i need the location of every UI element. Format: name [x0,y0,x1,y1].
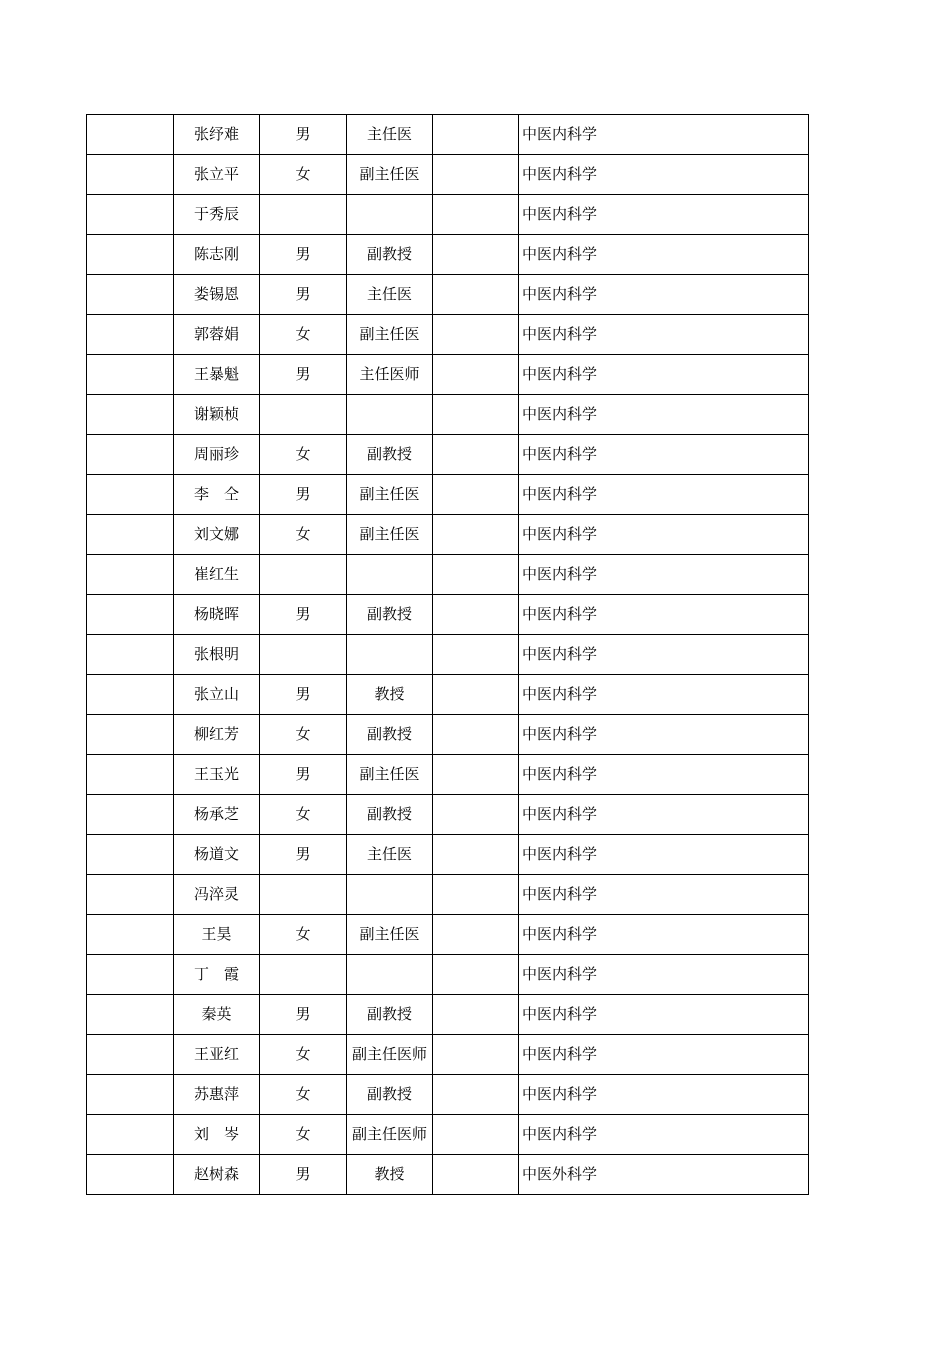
gender-cell: 女 [260,1075,347,1115]
major-cell: 中医内科学 [519,675,809,715]
title-cell [347,955,433,995]
major-cell: 中医内科学 [519,835,809,875]
major-cell: 中医内科学 [519,475,809,515]
gender-cell: 男 [260,835,347,875]
name-cell: 王昊 [174,915,260,955]
title-cell: 副主任医师 [347,1035,433,1075]
gender-cell: 男 [260,595,347,635]
name-cell: 陈志刚 [174,235,260,275]
name-cell: 丁 霞 [174,955,260,995]
title-cell: 副教授 [347,995,433,1035]
major-cell: 中医内科学 [519,875,809,915]
name-cell: 张立平 [174,155,260,195]
index-cell [87,795,174,835]
title-cell: 副教授 [347,1075,433,1115]
major-cell: 中医内科学 [519,1075,809,1115]
gender-cell: 女 [260,515,347,555]
major-cell: 中医内科学 [519,315,809,355]
index-cell [87,515,174,555]
blank-cell [433,875,519,915]
gender-cell: 男 [260,675,347,715]
major-cell: 中医内科学 [519,915,809,955]
blank-cell [433,755,519,795]
blank-cell [433,635,519,675]
major-cell: 中医内科学 [519,755,809,795]
gender-cell: 男 [260,235,347,275]
index-cell [87,115,174,155]
title-cell: 教授 [347,1155,433,1195]
index-cell [87,555,174,595]
table-row [87,155,809,195]
major-cell: 中医内科学 [519,435,809,475]
staff-table-body [87,115,809,1195]
table-row [87,435,809,475]
major-cell: 中医内科学 [519,355,809,395]
blank-cell [433,315,519,355]
table-row [87,515,809,555]
blank-cell [433,995,519,1035]
table-row [87,875,809,915]
blank-cell [433,1075,519,1115]
gender-cell [260,395,347,435]
blank-cell [433,515,519,555]
gender-cell: 男 [260,755,347,795]
gender-cell: 男 [260,115,347,155]
name-cell: 刘文娜 [174,515,260,555]
table-row [87,635,809,675]
gender-cell [260,195,347,235]
major-cell: 中医内科学 [519,395,809,435]
gender-cell: 女 [260,1115,347,1155]
name-cell: 刘 岑 [174,1115,260,1155]
table-row [87,315,809,355]
name-cell: 王玉光 [174,755,260,795]
gender-cell: 女 [260,715,347,755]
table-row [87,675,809,715]
title-cell: 副教授 [347,235,433,275]
index-cell [87,955,174,995]
gender-cell: 女 [260,915,347,955]
table-row [87,235,809,275]
gender-cell: 男 [260,275,347,315]
title-cell: 主任医师 [347,355,433,395]
index-cell [87,435,174,475]
name-cell: 张立山 [174,675,260,715]
table-row [87,1155,809,1195]
blank-cell [433,355,519,395]
blank-cell [433,675,519,715]
index-cell [87,235,174,275]
index-cell [87,475,174,515]
title-cell [347,395,433,435]
major-cell: 中医内科学 [519,275,809,315]
gender-cell [260,875,347,915]
index-cell [87,995,174,1035]
gender-cell: 女 [260,435,347,475]
name-cell: 赵树森 [174,1155,260,1195]
name-cell: 张纾难 [174,115,260,155]
table-row [87,395,809,435]
index-cell [87,915,174,955]
table-row [87,475,809,515]
table-row [87,715,809,755]
blank-cell [433,1035,519,1075]
blank-cell [433,275,519,315]
table-row [87,355,809,395]
staff-table [86,114,809,1195]
major-cell: 中医内科学 [519,795,809,835]
index-cell [87,835,174,875]
table-row [87,595,809,635]
index-cell [87,1075,174,1115]
name-cell: 崔红生 [174,555,260,595]
blank-cell [433,155,519,195]
name-cell: 李 仝 [174,475,260,515]
title-cell: 副教授 [347,595,433,635]
index-cell [87,1115,174,1155]
blank-cell [433,555,519,595]
table-row [87,1115,809,1155]
index-cell [87,595,174,635]
name-cell: 杨晓晖 [174,595,260,635]
major-cell: 中医外科学 [519,1155,809,1195]
blank-cell [433,715,519,755]
index-cell [87,875,174,915]
blank-cell [433,395,519,435]
blank-cell [433,1155,519,1195]
title-cell: 副教授 [347,435,433,475]
title-cell [347,635,433,675]
blank-cell [433,915,519,955]
blank-cell [433,435,519,475]
blank-cell [433,475,519,515]
name-cell: 苏惠萍 [174,1075,260,1115]
gender-cell [260,555,347,595]
blank-cell [433,195,519,235]
title-cell [347,555,433,595]
table-row [87,1035,809,1075]
major-cell: 中医内科学 [519,635,809,675]
major-cell: 中医内科学 [519,155,809,195]
table-row [87,915,809,955]
gender-cell [260,635,347,675]
name-cell: 郭蓉娟 [174,315,260,355]
major-cell: 中医内科学 [519,1035,809,1075]
gender-cell: 男 [260,1155,347,1195]
index-cell [87,195,174,235]
index-cell [87,675,174,715]
blank-cell [433,835,519,875]
major-cell: 中医内科学 [519,955,809,995]
major-cell: 中医内科学 [519,715,809,755]
name-cell: 柳红芳 [174,715,260,755]
gender-cell: 女 [260,795,347,835]
title-cell: 主任医 [347,275,433,315]
table-row [87,835,809,875]
name-cell: 娄锡恩 [174,275,260,315]
major-cell: 中医内科学 [519,235,809,275]
table-row [87,995,809,1035]
title-cell: 副教授 [347,795,433,835]
blank-cell [433,955,519,995]
blank-cell [433,235,519,275]
table-row [87,195,809,235]
index-cell [87,635,174,675]
major-cell: 中医内科学 [519,515,809,555]
title-cell: 主任医 [347,835,433,875]
gender-cell: 男 [260,475,347,515]
index-cell [87,1155,174,1195]
title-cell: 副主任医师 [347,1115,433,1155]
title-cell: 副教授 [347,715,433,755]
table-row [87,555,809,595]
index-cell [87,275,174,315]
name-cell: 周丽珍 [174,435,260,475]
gender-cell: 女 [260,1035,347,1075]
index-cell [87,355,174,395]
title-cell: 副主任医 [347,915,433,955]
title-cell: 副主任医 [347,155,433,195]
title-cell: 副主任医 [347,315,433,355]
title-cell [347,875,433,915]
table-row [87,755,809,795]
name-cell: 于秀辰 [174,195,260,235]
major-cell: 中医内科学 [519,555,809,595]
title-cell: 教授 [347,675,433,715]
index-cell [87,395,174,435]
major-cell: 中医内科学 [519,995,809,1035]
index-cell [87,155,174,195]
table-row [87,275,809,315]
name-cell: 秦英 [174,995,260,1035]
title-cell: 副主任医 [347,515,433,555]
major-cell: 中医内科学 [519,1115,809,1155]
index-cell [87,755,174,795]
title-cell: 主任医 [347,115,433,155]
index-cell [87,315,174,355]
name-cell: 张根明 [174,635,260,675]
table-row [87,1075,809,1115]
blank-cell [433,795,519,835]
table-row [87,955,809,995]
name-cell: 杨道文 [174,835,260,875]
name-cell: 谢颖桢 [174,395,260,435]
blank-cell [433,115,519,155]
index-cell [87,715,174,755]
major-cell: 中医内科学 [519,115,809,155]
name-cell: 王亚红 [174,1035,260,1075]
title-cell [347,195,433,235]
major-cell: 中医内科学 [519,195,809,235]
name-cell: 王暴魁 [174,355,260,395]
gender-cell: 男 [260,995,347,1035]
table-row [87,795,809,835]
gender-cell: 男 [260,355,347,395]
name-cell: 杨承芝 [174,795,260,835]
gender-cell [260,955,347,995]
title-cell: 副主任医 [347,475,433,515]
blank-cell [433,1115,519,1155]
gender-cell: 女 [260,155,347,195]
name-cell: 冯淬灵 [174,875,260,915]
blank-cell [433,595,519,635]
major-cell: 中医内科学 [519,595,809,635]
title-cell: 副主任医 [347,755,433,795]
table-row [87,115,809,155]
gender-cell: 女 [260,315,347,355]
index-cell [87,1035,174,1075]
